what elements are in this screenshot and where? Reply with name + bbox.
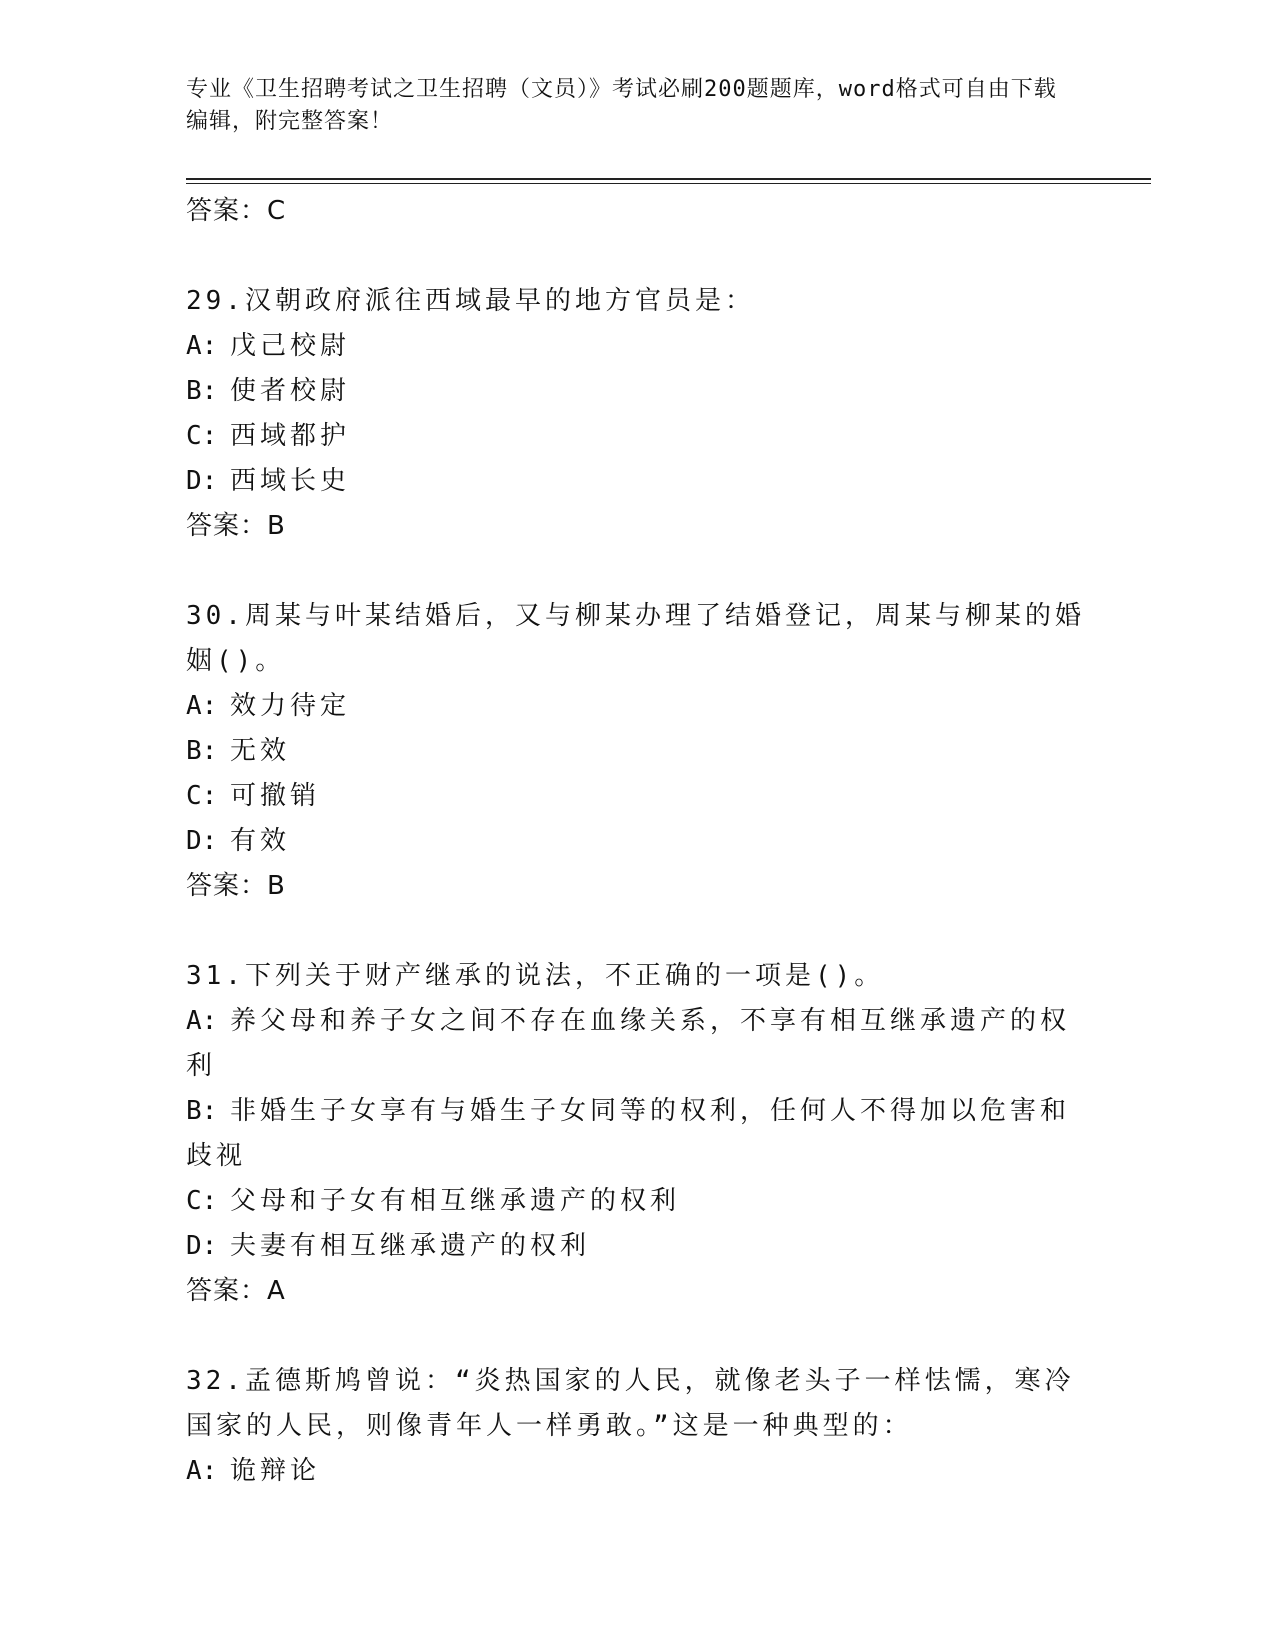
option-key: D: xyxy=(186,1231,218,1261)
document-header: 专业《卫生招聘考试之卫生招聘（文员）》考试必刷200题题库，word格式可自由下载编辑，附完整答案！ xyxy=(186,77,1057,134)
option-b xyxy=(186,369,1086,414)
option-key: A: xyxy=(186,331,218,361)
option-text: 非婚生子女享有与婚生子女同等的权利，任何人不得加以危害和歧视 xyxy=(186,1096,1071,1171)
option-a xyxy=(186,324,1086,369)
option-d xyxy=(186,459,1086,504)
option-c xyxy=(186,774,1086,819)
question-number: 29. xyxy=(186,286,245,316)
question-text: 孟德斯鸠曾说：“炎热国家的人民，就像老头子一样怯懦，寒冷国家的人民，则像青年人一样勇敢。”这是一种典型的： xyxy=(186,1366,1075,1441)
option-key: B: xyxy=(186,736,218,766)
answer-line xyxy=(186,504,1086,549)
option-key: D: xyxy=(186,466,218,496)
answer-value: C xyxy=(267,196,287,226)
spacer xyxy=(186,234,1086,279)
option-text: 养父母和养子女之间不存在血缘关系，不享有相互继承遗产的权利 xyxy=(186,1006,1071,1081)
option-key: C: xyxy=(186,781,218,811)
answer-line xyxy=(186,189,1086,234)
option-b xyxy=(186,729,1086,774)
header-divider-thin xyxy=(186,183,1151,184)
spacer xyxy=(186,909,1086,954)
answer-value: B xyxy=(267,871,286,901)
answer-label: 答案： xyxy=(186,1276,268,1306)
option-key: A: xyxy=(186,1006,218,1036)
option-text: 父母和子女有相互继承遗产的权利 xyxy=(230,1186,681,1216)
option-a xyxy=(186,999,1086,1089)
option-text: 夫妻有相互继承遗产的权利 xyxy=(230,1231,591,1261)
answer-label: 答案： xyxy=(186,196,268,226)
question-29 xyxy=(186,279,1086,324)
option-key: C: xyxy=(186,421,218,451)
question-text: 下列关于财产继承的说法，不正确的一项是()。 xyxy=(244,961,885,991)
option-text: 西域长史 xyxy=(230,466,351,496)
option-key: B: xyxy=(186,1096,218,1126)
option-key: D: xyxy=(186,826,218,856)
option-text: 无效 xyxy=(230,736,291,766)
answer-label: 答案： xyxy=(186,511,268,541)
option-key: B: xyxy=(186,376,218,406)
option-b xyxy=(186,1089,1086,1179)
option-d xyxy=(186,819,1086,864)
option-key: A: xyxy=(186,691,218,721)
question-text: 汉朝政府派往西域最早的地方官员是： xyxy=(244,286,755,316)
answer-value: B xyxy=(267,511,286,541)
option-text: 效力待定 xyxy=(230,691,351,721)
question-text: 周某与叶某结婚后，又与柳某办理了结婚登记，周某与柳某的婚姻()。 xyxy=(186,601,1085,676)
question-31 xyxy=(186,954,1086,999)
option-c xyxy=(186,414,1086,459)
option-text: 诡辩论 xyxy=(230,1456,321,1486)
option-c xyxy=(186,1179,1086,1224)
option-key: C: xyxy=(186,1186,218,1216)
answer-value: A xyxy=(267,1276,286,1306)
header-divider-thick xyxy=(186,178,1151,180)
question-number: 30. xyxy=(186,601,245,631)
option-text: 可撤销 xyxy=(230,781,321,811)
spacer xyxy=(186,1314,1086,1359)
option-key: A: xyxy=(186,1456,218,1486)
question-30 xyxy=(186,594,1086,684)
option-d xyxy=(186,1224,1086,1269)
answer-line xyxy=(186,1269,1086,1314)
option-text: 戊己校尉 xyxy=(230,331,351,361)
option-text: 有效 xyxy=(230,826,291,856)
answer-label: 答案： xyxy=(186,871,268,901)
answer-line xyxy=(186,864,1086,909)
option-text: 西域都护 xyxy=(230,421,351,451)
option-text: 使者校尉 xyxy=(230,376,351,406)
question-number: 31. xyxy=(186,961,245,991)
option-a xyxy=(186,684,1086,729)
question-list xyxy=(186,189,1086,1494)
spacer xyxy=(186,549,1086,594)
question-32 xyxy=(186,1359,1086,1449)
option-a xyxy=(186,1449,1086,1494)
question-number: 32. xyxy=(186,1366,245,1396)
